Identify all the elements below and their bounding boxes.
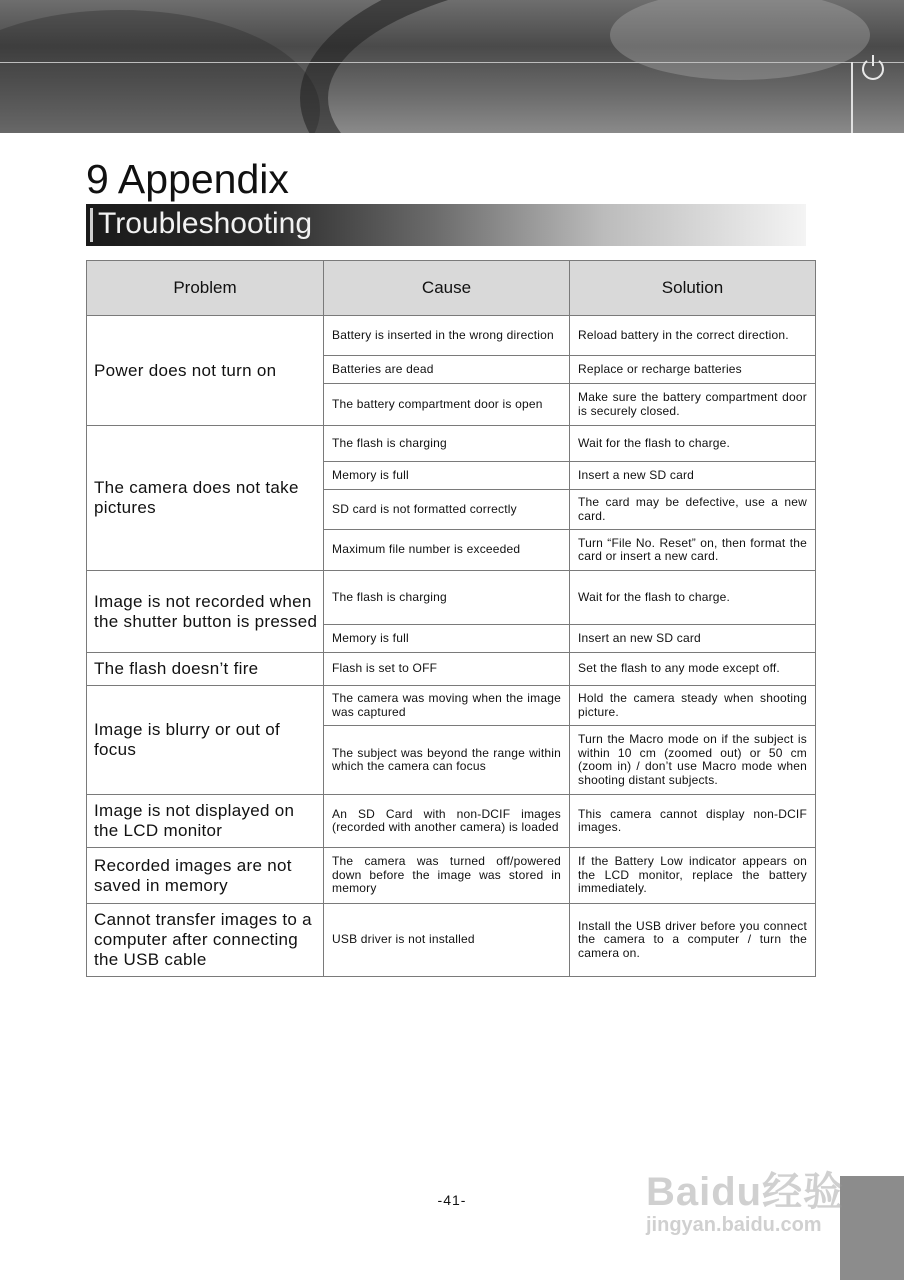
column-header-cause: Cause: [324, 261, 570, 316]
header-divider: [851, 62, 853, 133]
solution-cell: Reload battery in the correct direction.: [570, 316, 816, 356]
problem-cell: Recorded images are not saved in memory: [87, 848, 324, 904]
solution-cell: The card may be defective, use a new card.: [570, 490, 816, 530]
cause-cell: The flash is charging: [324, 571, 570, 625]
cause-cell: The flash is charging: [324, 426, 570, 462]
solution-cell: Insert a new SD card: [570, 462, 816, 490]
cause-cell: USB driver is not installed: [324, 904, 570, 977]
solution-cell: Set the flash to any mode except off.: [570, 653, 816, 686]
problem-cell: Image is not recorded when the shutter button is pressed: [87, 571, 324, 653]
solution-cell: Replace or recharge batteries: [570, 356, 816, 384]
column-header-solution: Solution: [570, 261, 816, 316]
cause-cell: SD card is not formatted correctly: [324, 490, 570, 530]
cause-cell: An SD Card with non-DCIF images (recorded with another camera) is loaded: [324, 795, 570, 848]
cause-cell: Memory is full: [324, 462, 570, 490]
header-photo-band: [0, 0, 904, 133]
watermark-logo: Baidu经验: [646, 1170, 845, 1214]
section-bar-stripe: [90, 208, 93, 242]
table-row: [87, 571, 816, 625]
solution-cell: If the Battery Low indicator appears on the LCD monitor, replace the battery immediately.: [570, 848, 816, 904]
cause-cell: Batteries are dead: [324, 356, 570, 384]
solution-cell: Make sure the battery compartment door is securely closed.: [570, 384, 816, 426]
solution-cell: Turn “File No. Reset” on, then format the card or insert a new card.: [570, 530, 816, 571]
solution-cell: Install the USB driver before you connect the camera to a computer / turn the camera on.: [570, 904, 816, 977]
cause-cell: The subject was beyond the range within which the camera can focus: [324, 726, 570, 795]
problem-cell: The camera does not take pictures: [87, 426, 324, 571]
chapter-title: 9 Appendix: [86, 156, 289, 202]
solution-cell: Turn the Macro mode on if the subject is within 10 cm (zoomed out) or 50 cm (zoom in) / don’t use Macro mode when shooting distant subjects.: [570, 726, 816, 795]
cause-cell: The battery compartment door is open: [324, 384, 570, 426]
cause-cell: The camera was moving when the image was captured: [324, 686, 570, 726]
troubleshooting-table: [86, 260, 816, 977]
problem-cell: Cannot transfer images to a computer after connecting the USB cable: [87, 904, 324, 977]
column-header-problem: Problem: [87, 261, 324, 316]
table-header-row: [87, 261, 816, 316]
cause-cell: Maximum file number is exceeded: [324, 530, 570, 571]
section-title: Troubleshooting: [98, 207, 313, 240]
cause-cell: Battery is inserted in the wrong direction: [324, 316, 570, 356]
table-row: [87, 795, 816, 848]
solution-cell: Wait for the flash to charge.: [570, 571, 816, 625]
table-row: [87, 904, 816, 977]
corner-tab: [840, 1176, 904, 1280]
cause-cell: Flash is set to OFF: [324, 653, 570, 686]
solution-cell: Hold the camera steady when shooting picture.: [570, 686, 816, 726]
table-row: [87, 686, 816, 726]
header-rule: [0, 62, 904, 63]
table-row: [87, 316, 816, 356]
cause-cell: The camera was turned off/powered down before the image was stored in memory: [324, 848, 570, 904]
watermark-url: jingyan.baidu.com: [646, 1214, 822, 1236]
cause-cell: Memory is full: [324, 625, 570, 653]
table-row: [87, 426, 816, 462]
problem-cell: Power does not turn on: [87, 316, 324, 426]
table-row: [87, 653, 816, 686]
problem-cell: The flash doesn’t fire: [87, 653, 324, 686]
solution-cell: Wait for the flash to charge.: [570, 426, 816, 462]
table-row: [87, 848, 816, 904]
header-shape: [0, 10, 320, 133]
problem-cell: Image is blurry or out of focus: [87, 686, 324, 795]
power-icon: [858, 52, 888, 82]
solution-cell: This camera cannot display non-DCIF images.: [570, 795, 816, 848]
problem-cell: Image is not displayed on the LCD monitor: [87, 795, 324, 848]
solution-cell: Insert an new SD card: [570, 625, 816, 653]
page-number: -41-: [437, 1192, 467, 1208]
